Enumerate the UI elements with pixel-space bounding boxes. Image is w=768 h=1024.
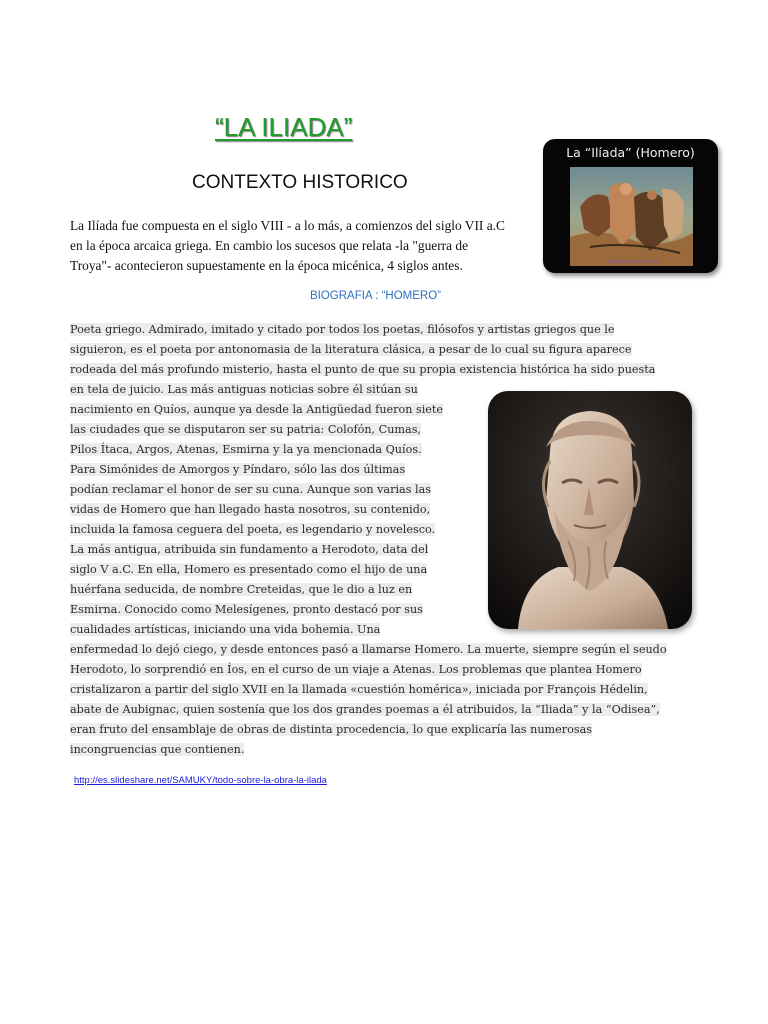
bio-line-text: incongruencias que contienen. (70, 743, 245, 756)
bio-line (70, 720, 700, 740)
bio-line (70, 660, 700, 680)
source-link[interactable]: http://es.slideshare.net/SAMUKY/todo-sobre-la-obra-la-ilada (74, 775, 327, 786)
intro-line: en la época arcaica griega. En cambio los sucesos que relata -la "guerra de (70, 238, 469, 253)
bio-line-text: Pilos Ítaca, Argos, Atenas, Esmirna y la ya mencionada Quíos. (70, 443, 422, 456)
bio-line (70, 640, 700, 660)
bio-line-text: vidas de Homero que han llegado hasta nosotros, su contenido, (70, 503, 431, 516)
intro-paragraph (70, 216, 522, 276)
bio-line-text: incluida la famosa ceguera del poeta, es legendario y novelesco. (70, 523, 436, 536)
iliada-image-caption: La “Ilíada” (Homero) (566, 145, 695, 160)
homer-bust-image (488, 391, 692, 629)
bio-line-text: siguieron, es el poeta por antonomasia de la literatura clásica, a pesar de lo cual su figura aparece (70, 343, 632, 356)
page-title: “LA ILIADA” (215, 112, 353, 142)
bio-line-text: abate de Aubignac, quien sostenía que los dos grandes poemas a él atribuidos, la “Iliada” y la “Odisea”, (70, 703, 660, 716)
bio-line-text: enfermedad lo dejó ciego, y desde entonces pasó a llamarse Homero. La muerte, siempre según el seudo (70, 643, 667, 656)
bio-line-text: huérfana seducida, de nombre Creteidas, que le dio a luz en (70, 583, 413, 596)
bio-line-text: las ciudades que se disputaron ser su patria: Colofón, Cumas, (70, 423, 421, 436)
intro-line: La Ilíada fue compuesta en el siglo VIII - a lo más, a comienzos del siglo VII a.C (70, 218, 505, 233)
bio-line-text: cristalizaron a partir del siglo XVII en la llamada «cuestión homérica», iniciada por François Hédelin, (70, 683, 648, 696)
bio-line-text: siglo V a.C. En ella, Homero es presentado como el hijo de una (70, 563, 428, 576)
bio-line-text: Herodoto, lo sorprendió en Íos, en el curso de un viaje a Atenas. Los problemas que plantea Homero (70, 663, 642, 676)
homer-bust-art (488, 391, 692, 629)
bio-line-text: rodeada del más profundo misterio, hasta el punto de que su propia existencia histórica ha sido puesta (70, 363, 656, 376)
section-heading-context: CONTEXTO HISTORICO (192, 172, 408, 193)
iliada-painting-image (543, 139, 718, 273)
bio-line (70, 740, 700, 760)
iliada-painting-signature: Iliada Antiguo Grecia (604, 259, 658, 265)
bio-line (70, 360, 700, 380)
bio-line-text: Esmirna. Conocido como Melesígenes, pronto destacó por sus (70, 603, 423, 616)
bio-line-text: en tela de juicio. Las más antiguas noticias sobre él sitúan su (70, 383, 418, 396)
bio-line-text: Para Simónides de Amorgos y Píndaro, sólo las dos últimas (70, 463, 406, 476)
bio-line-text: podían reclamar el honor de ser su cuna. Aunque son varias las (70, 483, 431, 496)
bio-line (70, 320, 700, 340)
bio-line-text: eran fruto del ensamblaje de obras de distinta procedencia, lo que explicaría las numerosas (70, 723, 592, 736)
bio-line (70, 700, 700, 720)
section-heading-biography: BIOGRAFIA : “HOMERO” (310, 290, 441, 302)
bio-line-text: cualidades artísticas, iniciando una vida bohemia. Una (70, 623, 381, 636)
intro-line: Troya"- acontecieron supuestamente en la época micénica, 4 siglos antes. (70, 258, 463, 273)
bio-line-text: Poeta griego. Admirado, imitado y citado por todos los poetas, filósofos y artistas griegos que le (70, 323, 615, 336)
iliada-painting-art (570, 167, 693, 266)
bio-line-text: nacimiento en Quíos, aunque ya desde la Antigüedad fueron siete (70, 403, 444, 416)
bio-line (70, 340, 700, 360)
bio-line (70, 680, 700, 700)
bio-line-text: La más antigua, atribuida sin fundamento a Herodoto, data del (70, 543, 429, 556)
